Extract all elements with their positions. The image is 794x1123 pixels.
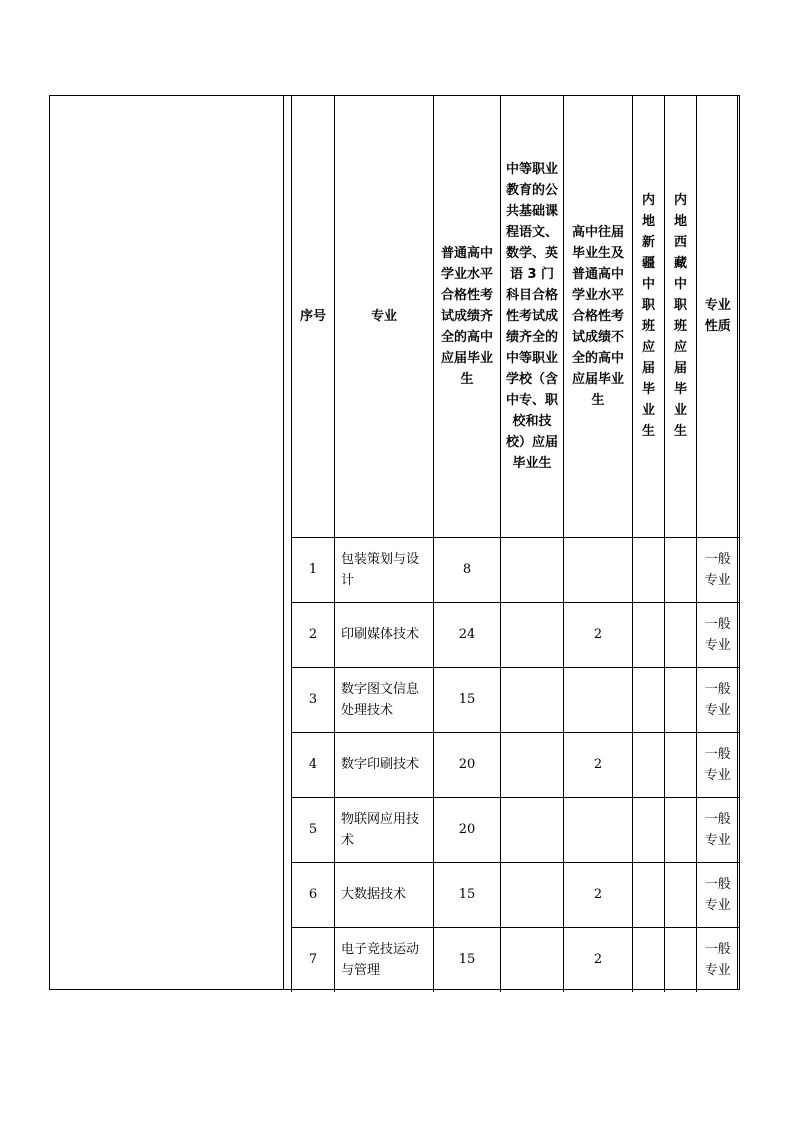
cell-zhongzhi	[501, 602, 564, 667]
cell-gaokao: 24	[434, 602, 501, 667]
header-gaokao: 普通高中学业水平合格性考试成绩齐全的高中应届毕业生	[434, 96, 501, 537]
cell-gaokao: 15	[434, 927, 501, 992]
cell-gaokao: 15	[434, 667, 501, 732]
table-row	[292, 602, 739, 667]
cell-type: 一般专业	[697, 732, 739, 797]
cell-wangjie: 2	[564, 732, 633, 797]
cell-xizang	[665, 797, 697, 862]
cell-type: 一般专业	[697, 537, 739, 602]
cell-xizang	[665, 667, 697, 732]
cell-major: 包装策划与设计	[335, 537, 434, 602]
cell-major: 电子竞技运动与管理	[335, 927, 434, 992]
cell-xizang	[665, 537, 697, 602]
cell-type: 一般专业	[697, 927, 739, 992]
header-seq: 序号	[292, 96, 335, 537]
cell-xinjiang	[633, 667, 665, 732]
cell-wangjie: 2	[564, 602, 633, 667]
cell-major: 数字印刷技术	[335, 732, 434, 797]
cell-major: 印刷媒体技术	[335, 602, 434, 667]
cell-seq: 7	[292, 927, 335, 992]
cell-wangjie	[564, 667, 633, 732]
cell-major: 数字图文信息处理技术	[335, 667, 434, 732]
table-row	[292, 537, 739, 602]
cell-seq: 5	[292, 797, 335, 862]
table-row	[292, 732, 739, 797]
header-zhongzhi: 中等职业教育的公共基础课程语文、数学、英语 3 门科目合格性考试成绩齐全的中等职业学校（含中专、职校和技校）应届毕业生	[501, 96, 564, 537]
cell-seq: 1	[292, 537, 335, 602]
cell-wangjie	[564, 537, 633, 602]
enrollment-table	[291, 96, 739, 992]
header-wangjie: 高中往届毕业生及普通高中学业水平合格性考试成绩不全的高中应届毕业生	[564, 96, 633, 537]
header-type: 专业性质	[697, 96, 739, 537]
cell-xinjiang	[633, 732, 665, 797]
cell-gaokao: 20	[434, 797, 501, 862]
table-row	[292, 927, 739, 992]
cell-xizang	[665, 602, 697, 667]
cell-major: 物联网应用技术	[335, 797, 434, 862]
cell-wangjie: 2	[564, 927, 633, 992]
cell-zhongzhi	[501, 797, 564, 862]
cell-xinjiang	[633, 862, 665, 927]
header-xizang: 内地西藏中职班应届毕业生	[665, 96, 697, 537]
cell-gaokao: 15	[434, 862, 501, 927]
cell-xinjiang	[633, 537, 665, 602]
cell-xizang	[665, 927, 697, 992]
cell-type: 一般专业	[697, 862, 739, 927]
cell-zhongzhi	[501, 862, 564, 927]
cell-zhongzhi	[501, 667, 564, 732]
cell-type: 一般专业	[697, 602, 739, 667]
table-row	[292, 667, 739, 732]
table-row	[292, 862, 739, 927]
cell-type: 一般专业	[697, 667, 739, 732]
frame-divider	[283, 95, 284, 990]
cell-zhongzhi	[501, 732, 564, 797]
cell-xizang	[665, 732, 697, 797]
cell-zhongzhi	[501, 927, 564, 992]
header-row	[292, 96, 739, 537]
header-major: 专业	[335, 96, 434, 537]
table-row	[292, 797, 739, 862]
cell-seq: 4	[292, 732, 335, 797]
cell-zhongzhi	[501, 537, 564, 602]
cell-wangjie	[564, 797, 633, 862]
cell-wangjie: 2	[564, 862, 633, 927]
cell-seq: 2	[292, 602, 335, 667]
cell-gaokao: 20	[434, 732, 501, 797]
cell-xinjiang	[633, 602, 665, 667]
header-xinjiang: 内地新疆中职班应届毕业生	[633, 96, 665, 537]
cell-seq: 3	[292, 667, 335, 732]
cell-xinjiang	[633, 797, 665, 862]
cell-type: 一般专业	[697, 797, 739, 862]
cell-gaokao: 8	[434, 537, 501, 602]
cell-xizang	[665, 862, 697, 927]
cell-seq: 6	[292, 862, 335, 927]
cell-major: 大数据技术	[335, 862, 434, 927]
cell-xinjiang	[633, 927, 665, 992]
